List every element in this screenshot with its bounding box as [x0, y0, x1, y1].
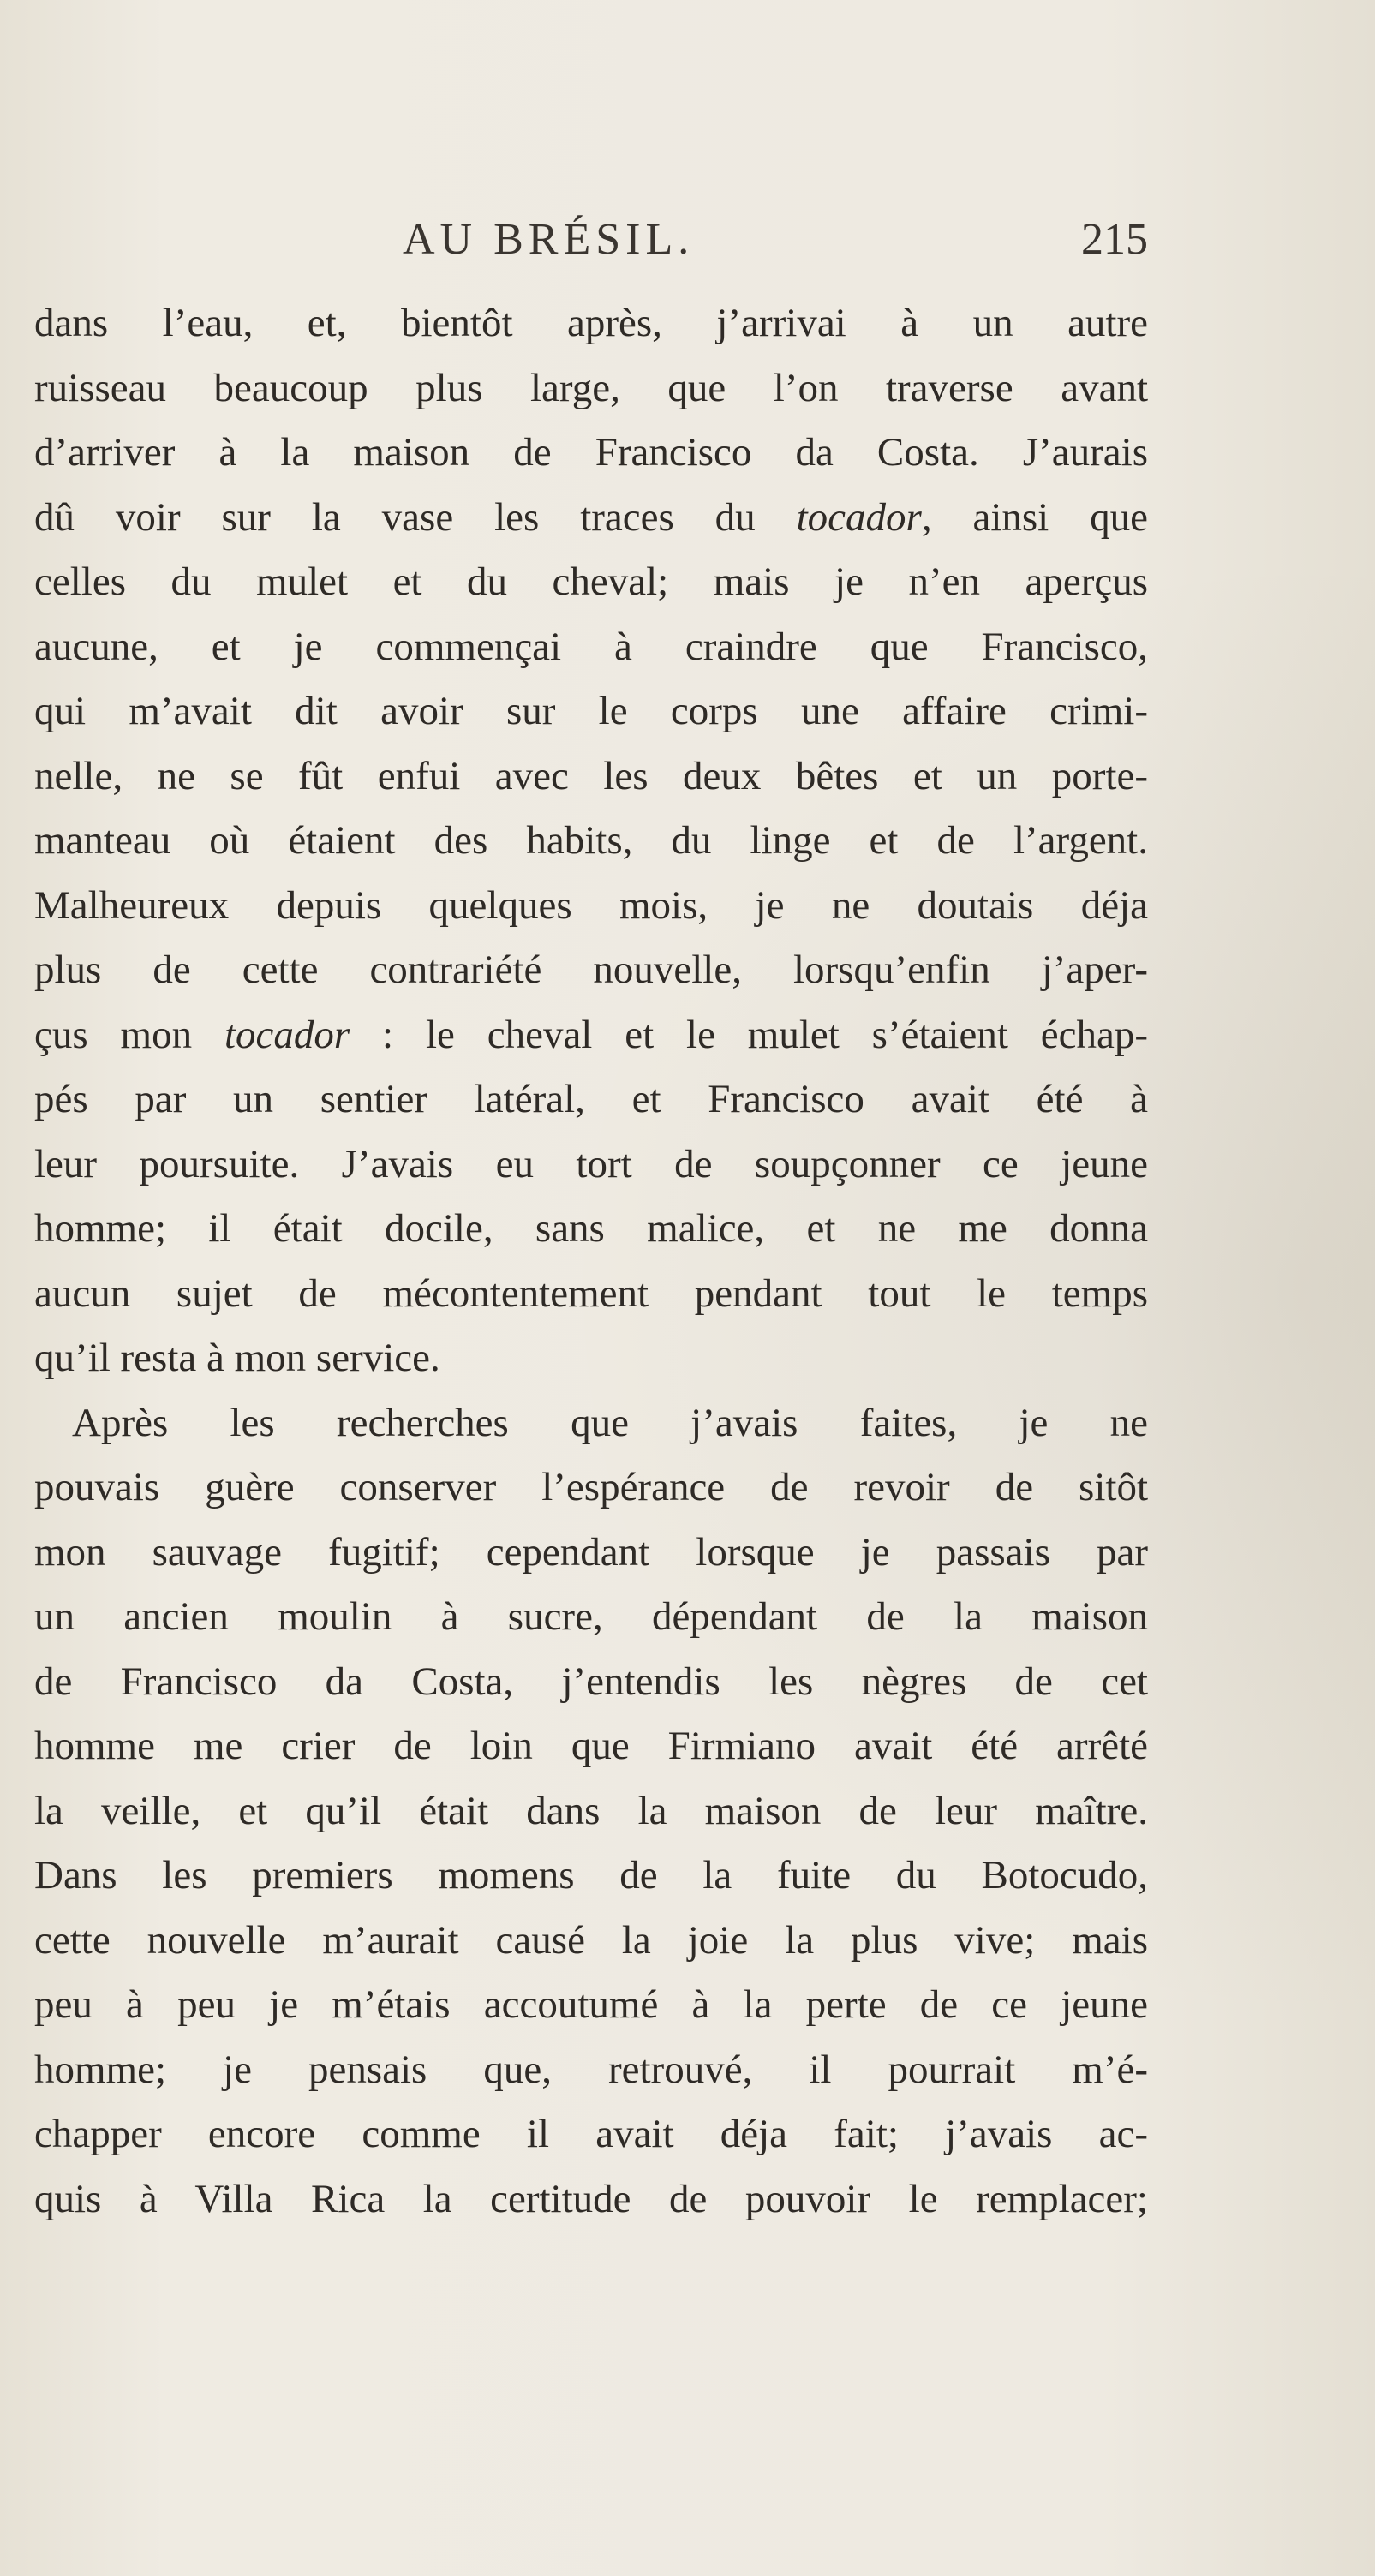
text-line: manteau où étaient des habits, du linge et de l’argent.: [34, 818, 1148, 863]
text-line: plus de cette contrariété nouvelle, lorsqu’enfin j’aper-: [34, 947, 1148, 992]
text-line: leur poursuite. J’avais eu tort de soupçonner ce jeune: [34, 1141, 1148, 1186]
text-line: quis à Villa Rica la certitude de pouvoir le remplacer;: [34, 2176, 1148, 2221]
text-segment: : le cheval et le mulet s’étaient échap-: [350, 1012, 1148, 1057]
paragraph-1: [34, 291, 1148, 1391]
text-line: peu à peu je m’étais accoutumé à la perte de ce jeune: [34, 1982, 1148, 2027]
text-line: pouvais guère conserver l’espérance de revoir de sitôt: [34, 1465, 1148, 1509]
text-line: qui m’avait dit avoir sur le corps une affaire crimi-: [34, 689, 1148, 733]
text-line: nelle, ne se fût enfui avec les deux bêtes et un porte-: [34, 753, 1148, 798]
text-segment: , ainsi que: [921, 494, 1148, 540]
text-segment: dû voir sur la vase les traces du: [34, 494, 797, 540]
text-line: Après les recherches que j’avais faites, je ne: [72, 1400, 1148, 1445]
text-line: homme me crier de loin que Firmiano avait été arrêté: [34, 1724, 1148, 1768]
paragraph-2: [34, 1391, 1148, 2232]
text-line: homme; je pensais que, retrouvé, il pourrait m’é-: [34, 2047, 1148, 2092]
text-line: Dans les premiers momens de la fuite du Botocudo,: [34, 1853, 1148, 1898]
text-line: cette nouvelle m’aurait causé la joie la plus vive; mais: [34, 1917, 1148, 1963]
text-line: pés par un sentier latéral, et Francisco avait été à: [34, 1077, 1148, 1121]
text-line: qu’il resta à mon service.: [34, 1336, 440, 1380]
text-line: homme; il était docile, sans malice, et ne me donna: [34, 1206, 1148, 1251]
text-line: aucune, et je commençai à craindre que Francisco,: [34, 624, 1148, 669]
text-line: chapper encore comme il avait déja fait; j’avais ac-: [34, 2112, 1148, 2156]
page-number: 215: [1081, 215, 1148, 264]
text-line: dans l’eau, et, bientôt après, j’arrivai à un autre: [34, 301, 1148, 345]
text-line: mon sauvage fugitif; cependant lorsque je passais par: [34, 1529, 1148, 1575]
text-line: de Francisco da Costa, j’entendis les nègres de cet: [34, 1659, 1148, 1704]
text-line: un ancien moulin à sucre, dépendant de la maison: [34, 1594, 1148, 1639]
text-line: d’arriver à la maison de Francisco da Costa. J’aurais: [34, 430, 1148, 475]
running-title: AU BRÉSIL.: [403, 215, 695, 264]
page-header: [34, 214, 1148, 274]
text-line: ruisseau beaucoup plus large, que l’on traverse avant: [34, 365, 1148, 410]
text-line-with-italic: [34, 486, 1148, 551]
text-line: la veille, et qu’il était dans la maison de leur maître.: [34, 1788, 1148, 1833]
text-line: celles du mulet et du cheval; mais je n’en aperçus: [34, 559, 1148, 604]
italic-term: tocador: [796, 494, 922, 540]
text-line-with-italic: [34, 1003, 1148, 1068]
text-segment: çus mon: [34, 1012, 224, 1057]
body-text: [34, 291, 1148, 2232]
italic-term: tocador: [224, 1012, 350, 1057]
text-line: aucun sujet de mécontentement pendant tout le temps: [34, 1270, 1148, 1316]
text-line: Malheureux depuis quelques mois, je ne doutais déja: [34, 882, 1148, 928]
